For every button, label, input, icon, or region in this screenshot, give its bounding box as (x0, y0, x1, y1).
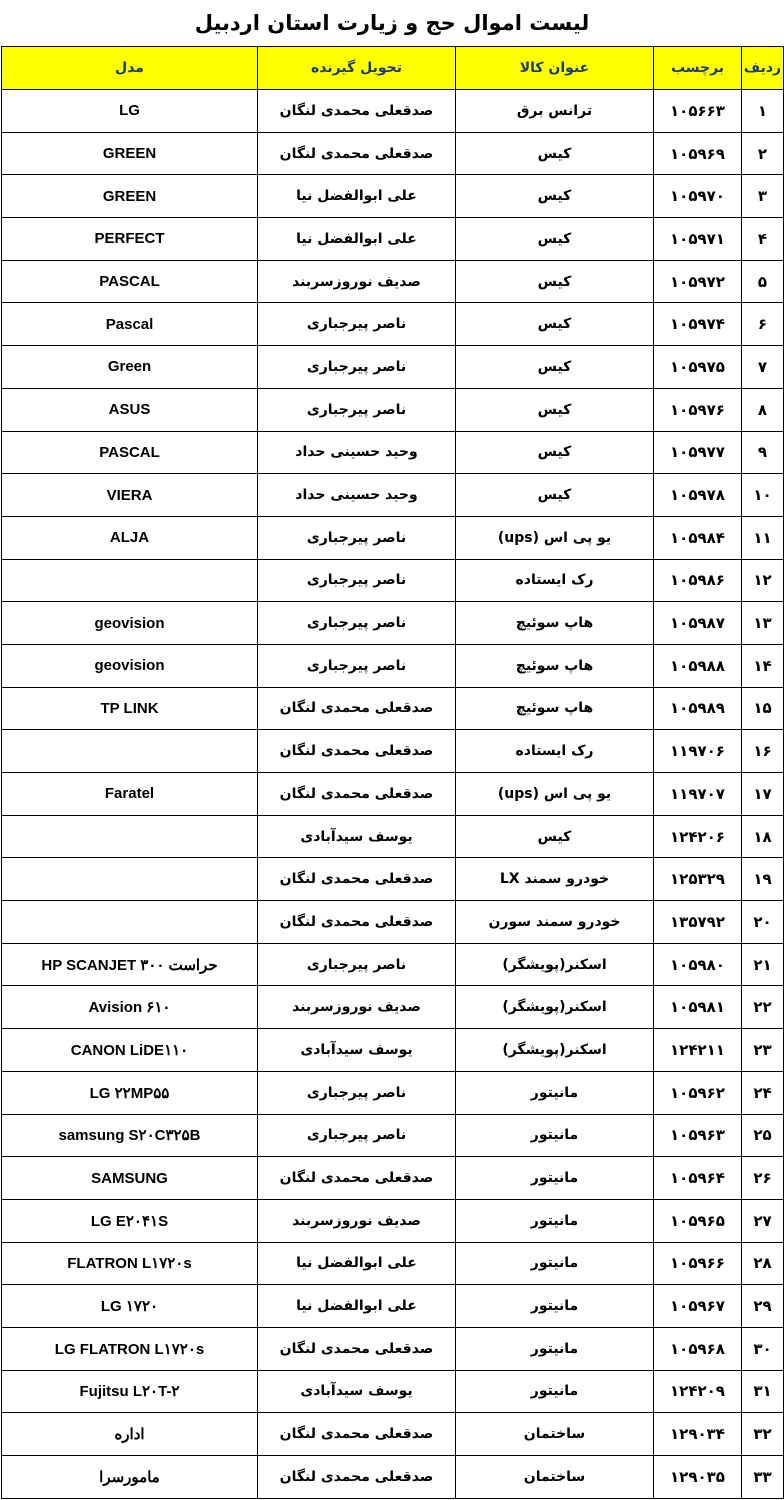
model-cell (2, 1071, 258, 1114)
model-cell (2, 1327, 258, 1370)
item-cell: رک ایستاده (456, 730, 654, 773)
recipient-cell: ناصر پیرجباری (258, 516, 456, 559)
label-cell: ۱۲۹۰۳۴ (654, 1413, 742, 1456)
label-cell: ۱۰۵۹۷۱ (654, 218, 742, 261)
model-cell (2, 858, 258, 901)
row-number-cell: ۴ (742, 218, 784, 261)
recipient-cell: ناصر پیرجباری (258, 388, 456, 431)
model-value: ASUS (108, 401, 151, 419)
model-value: geovision (94, 657, 165, 675)
recipient-cell: صدقعلی محمدی لنگان (258, 1456, 456, 1499)
recipient-cell: وحید حسینی حداد (258, 431, 456, 474)
model-cell (2, 815, 258, 858)
row-number-cell: ۱۹ (742, 858, 784, 901)
label-cell: ۱۰۵۹۸۶ (654, 559, 742, 602)
model-value: samsung S۲۰C۳۲۵B (58, 1127, 201, 1145)
row-number-cell: ۲ (742, 132, 784, 175)
model-value: GREEN (102, 187, 157, 205)
model-cell (2, 175, 258, 218)
label-cell: ۱۰۵۹۷۸ (654, 474, 742, 517)
label-cell: ۱۲۹۰۳۵ (654, 1456, 742, 1499)
item-cell: ترانس برق (456, 90, 654, 133)
model-value: PASCAL (99, 273, 160, 291)
model-cell (2, 346, 258, 389)
recipient-cell: صدقعلی محمدی لنگان (258, 1157, 456, 1200)
table-row (2, 218, 784, 261)
item-cell: رک ایستاده (456, 559, 654, 602)
table-body (2, 90, 784, 1499)
label-cell: ۱۰۵۹۶۳ (654, 1114, 742, 1157)
recipient-cell: صدیف نوروزسربند (258, 260, 456, 303)
row-number-cell: ۲۱ (742, 943, 784, 986)
item-cell: اسکنر(پویشگر) (456, 1029, 654, 1072)
recipient-cell: علی ابوالفضل نیا (258, 175, 456, 218)
row-number-cell: ۱۷ (742, 773, 784, 816)
page-title: لیست اموال حج و زیارت استان اردبیل (194, 11, 590, 35)
item-cell: خودرو سمند سورن (456, 901, 654, 944)
recipient-cell: صدقعلی محمدی لنگان (258, 132, 456, 175)
label-cell: ۱۰۵۶۶۳ (654, 90, 742, 133)
model-value: VIERA (106, 486, 153, 504)
recipient-cell: صدقعلی محمدی لنگان (258, 1327, 456, 1370)
model-value: TP LINK (100, 699, 159, 717)
table-row (2, 986, 784, 1029)
table-row (2, 90, 784, 133)
model-cell (2, 559, 258, 602)
item-cell: هاپ سوئیچ (456, 602, 654, 645)
model-cell (2, 730, 258, 773)
item-cell: کیس (456, 175, 654, 218)
row-number-cell: ۳۳ (742, 1456, 784, 1499)
row-number-cell: ۱۰ (742, 474, 784, 517)
recipient-cell: صدیف نوروزسربند (258, 1199, 456, 1242)
model-cell (2, 90, 258, 133)
label-cell: ۱۲۴۲۰۹ (654, 1370, 742, 1413)
model-value: LG FLATRON L۱۷۲۰s (54, 1340, 205, 1358)
header-row-number: ردیف (742, 47, 784, 90)
label-cell: ۱۰۵۹۷۲ (654, 260, 742, 303)
item-cell: مانیتور (456, 1370, 654, 1413)
recipient-cell: یوسف سیدآبادی (258, 1029, 456, 1072)
model-cell (2, 218, 258, 261)
table-row (2, 644, 784, 687)
table-row (2, 303, 784, 346)
label-cell: ۱۲۴۲۱۱ (654, 1029, 742, 1072)
row-number-cell: ۵ (742, 260, 784, 303)
table-row (2, 559, 784, 602)
row-number-cell: ۳۱ (742, 1370, 784, 1413)
model-value: CANON LiDE۱۱۰ (70, 1041, 189, 1059)
model-cell (2, 132, 258, 175)
recipient-cell: صدیف نوروزسربند (258, 986, 456, 1029)
item-cell: ساختمان (456, 1456, 654, 1499)
row-number-cell: ۱۲ (742, 559, 784, 602)
recipient-cell: صدقعلی محمدی لنگان (258, 858, 456, 901)
table-row (2, 1413, 784, 1456)
model-cell (2, 260, 258, 303)
item-cell: اسکنر(پویشگر) (456, 943, 654, 986)
table-row (2, 1327, 784, 1370)
model-value: PASCAL (99, 443, 160, 461)
item-cell: کیس (456, 388, 654, 431)
model-cell (2, 516, 258, 559)
item-cell: مانیتور (456, 1157, 654, 1200)
item-cell: مانیتور (456, 1285, 654, 1328)
model-cell (2, 943, 258, 986)
row-number-cell: ۳ (742, 175, 784, 218)
label-cell: ۱۰۵۹۸۰ (654, 943, 742, 986)
item-cell: مانیتور (456, 1114, 654, 1157)
item-cell: کیس (456, 132, 654, 175)
model-value: LG E۲۰۴۱S (90, 1212, 169, 1230)
table-row (2, 901, 784, 944)
table-row (2, 346, 784, 389)
label-cell: ۱۱۹۷۰۷ (654, 773, 742, 816)
label-cell: ۱۰۵۹۶۸ (654, 1327, 742, 1370)
row-number-cell: ۸ (742, 388, 784, 431)
header-recipient: تحویل گیرنده (258, 47, 456, 90)
model-cell (2, 388, 258, 431)
item-cell: کیس (456, 346, 654, 389)
row-number-cell: ۱۳ (742, 602, 784, 645)
table-row (2, 687, 784, 730)
label-cell: ۱۰۵۹۷۴ (654, 303, 742, 346)
table-row (2, 943, 784, 986)
model-value: LG ۱۷۲۰ (100, 1298, 159, 1316)
model-cell (2, 303, 258, 346)
recipient-cell: ناصر پیرجباری (258, 644, 456, 687)
row-number-cell: ۲۹ (742, 1285, 784, 1328)
recipient-cell: یوسف سیدآبادی (258, 1370, 456, 1413)
table-row (2, 1071, 784, 1114)
label-cell: ۱۱۹۷۰۶ (654, 730, 742, 773)
model-cell (2, 644, 258, 687)
recipient-cell: ناصر پیرجباری (258, 943, 456, 986)
model-value: Avision ۶۱۰ (88, 999, 171, 1017)
item-cell: مانیتور (456, 1242, 654, 1285)
model-cell (2, 1456, 258, 1499)
model-cell (2, 1029, 258, 1072)
recipient-cell: ناصر پیرجباری (258, 602, 456, 645)
header-item: عنوان کالا (456, 47, 654, 90)
model-cell (2, 1242, 258, 1285)
row-number-cell: ۲۵ (742, 1114, 784, 1157)
label-cell: ۱۲۴۲۰۶ (654, 815, 742, 858)
item-cell: مانیتور (456, 1071, 654, 1114)
row-number-cell: ۱ (742, 90, 784, 133)
model-cell (2, 1413, 258, 1456)
model-cell (2, 1114, 258, 1157)
recipient-cell: ناصر پیرجباری (258, 559, 456, 602)
model-value: ALJA (109, 529, 150, 547)
row-number-cell: ۱۴ (742, 644, 784, 687)
table-row (2, 260, 784, 303)
item-cell: یو پی اس (ups) (456, 516, 654, 559)
model-value: GREEN (102, 145, 157, 163)
row-number-cell: ۲۰ (742, 901, 784, 944)
item-cell: اسکنر(پویشگر) (456, 986, 654, 1029)
table-row (2, 730, 784, 773)
table-row (2, 1242, 784, 1285)
recipient-cell: ناصر پیرجباری (258, 346, 456, 389)
model-cell (2, 474, 258, 517)
item-cell: کیس (456, 474, 654, 517)
model-cell (2, 602, 258, 645)
model-cell (2, 901, 258, 944)
label-cell: ۱۰۵۹۷۷ (654, 431, 742, 474)
item-cell: کیس (456, 218, 654, 261)
item-cell: ساختمان (456, 1413, 654, 1456)
table-row (2, 1370, 784, 1413)
row-number-cell: ۲۲ (742, 986, 784, 1029)
label-cell: ۱۰۵۹۷۵ (654, 346, 742, 389)
recipient-cell: ناصر پیرجباری (258, 1114, 456, 1157)
recipient-cell: صدقعلی محمدی لنگان (258, 90, 456, 133)
item-cell: مانیتور (456, 1327, 654, 1370)
model-cell (2, 1370, 258, 1413)
label-cell: ۱۰۵۹۶۹ (654, 132, 742, 175)
label-cell: ۱۰۵۹۷۶ (654, 388, 742, 431)
model-value: PERFECT (94, 230, 165, 248)
table-row (2, 1114, 784, 1157)
row-number-cell: ۱۱ (742, 516, 784, 559)
recipient-cell: ناصر پیرجباری (258, 1071, 456, 1114)
row-number-cell: ۳۰ (742, 1327, 784, 1370)
item-cell: کیس (456, 260, 654, 303)
table-row (2, 1456, 784, 1499)
item-cell: خودرو سمند LX (456, 858, 654, 901)
model-cell (2, 1285, 258, 1328)
recipient-cell: یوسف سیدآبادی (258, 815, 456, 858)
model-value: Faratel (104, 785, 155, 803)
row-number-cell: ۶ (742, 303, 784, 346)
recipient-cell: علی ابوالفضل نیا (258, 218, 456, 261)
table-row (2, 474, 784, 517)
label-cell: ۱۰۵۹۶۵ (654, 1199, 742, 1242)
row-number-cell: ۱۶ (742, 730, 784, 773)
model-value: LG (119, 102, 140, 120)
item-cell: هاپ سوئیچ (456, 644, 654, 687)
model-cell (2, 1157, 258, 1200)
model-cell (2, 1199, 258, 1242)
model-value: HP SCANJET ۳۰۰ حراست (41, 956, 218, 974)
label-cell: ۱۰۵۹۸۹ (654, 687, 742, 730)
table-row (2, 132, 784, 175)
model-cell (2, 687, 258, 730)
model-value: LG ۲۲MP۵۵ (89, 1084, 170, 1102)
header-model: مدل (2, 47, 258, 90)
model-value: FLATRON L۱۷۲۰s (67, 1255, 192, 1273)
label-cell: ۱۰۵۹۸۱ (654, 986, 742, 1029)
row-number-cell: ۱۵ (742, 687, 784, 730)
model-cell (2, 986, 258, 1029)
recipient-cell: صدقعلی محمدی لنگان (258, 730, 456, 773)
table-row (2, 815, 784, 858)
model-value: geovision (94, 614, 165, 632)
label-cell: ۱۲۵۳۲۹ (654, 858, 742, 901)
header-label: برچسب (654, 47, 742, 90)
row-number-cell: ۲۷ (742, 1199, 784, 1242)
model-cell (2, 773, 258, 816)
model-cell (2, 431, 258, 474)
model-value: Green (107, 358, 152, 376)
row-number-cell: ۷ (742, 346, 784, 389)
label-cell: ۱۳۵۷۹۲ (654, 901, 742, 944)
label-cell: ۱۰۵۹۶۲ (654, 1071, 742, 1114)
recipient-cell: ناصر پیرجباری (258, 303, 456, 346)
table-row (2, 602, 784, 645)
row-number-cell: ۹ (742, 431, 784, 474)
table-row (2, 516, 784, 559)
recipient-cell: صدقعلی محمدی لنگان (258, 1413, 456, 1456)
row-number-cell: ۱۸ (742, 815, 784, 858)
model-value: SAMSUNG (91, 1169, 168, 1187)
row-number-cell: ۲۶ (742, 1157, 784, 1200)
recipient-cell: صدقعلی محمدی لنگان (258, 773, 456, 816)
row-number-cell: ۲۳ (742, 1029, 784, 1072)
item-cell: کیس (456, 431, 654, 474)
label-cell: ۱۰۵۹۶۷ (654, 1285, 742, 1328)
table-row (2, 858, 784, 901)
model-value: مامورسرا (99, 1468, 160, 1486)
item-cell: مانیتور (456, 1199, 654, 1242)
model-value: Fujitsu L۲۰T-۲ (79, 1383, 180, 1401)
item-cell: کیس (456, 815, 654, 858)
item-cell: کیس (456, 303, 654, 346)
row-number-cell: ۳۲ (742, 1413, 784, 1456)
item-cell: هاپ سوئیچ (456, 687, 654, 730)
table-row (2, 431, 784, 474)
recipient-cell: صدقعلی محمدی لنگان (258, 901, 456, 944)
table-row (2, 175, 784, 218)
row-number-cell: ۲۴ (742, 1071, 784, 1114)
label-cell: ۱۰۵۹۸۴ (654, 516, 742, 559)
table-row (2, 388, 784, 431)
recipient-cell: صدقعلی محمدی لنگان (258, 687, 456, 730)
recipient-cell: علی ابوالفضل نیا (258, 1285, 456, 1328)
label-cell: ۱۰۵۹۸۷ (654, 602, 742, 645)
row-number-cell: ۲۸ (742, 1242, 784, 1285)
label-cell: ۱۰۵۹۷۰ (654, 175, 742, 218)
label-cell: ۱۰۵۹۶۶ (654, 1242, 742, 1285)
table-row (2, 1029, 784, 1072)
label-cell: ۱۰۵۹۶۴ (654, 1157, 742, 1200)
label-cell: ۱۰۵۹۸۸ (654, 644, 742, 687)
recipient-cell: وحید حسینی حداد (258, 474, 456, 517)
table-row (2, 773, 784, 816)
table-header-row (2, 47, 784, 90)
recipient-cell: علی ابوالفضل نیا (258, 1242, 456, 1285)
table-row (2, 1157, 784, 1200)
assets-table (1, 46, 784, 1499)
table-row (2, 1199, 784, 1242)
model-value: Pascal (105, 315, 154, 333)
item-cell: یو پی اس (ups) (456, 773, 654, 816)
model-value: اداره (114, 1426, 145, 1444)
table-row (2, 1285, 784, 1328)
